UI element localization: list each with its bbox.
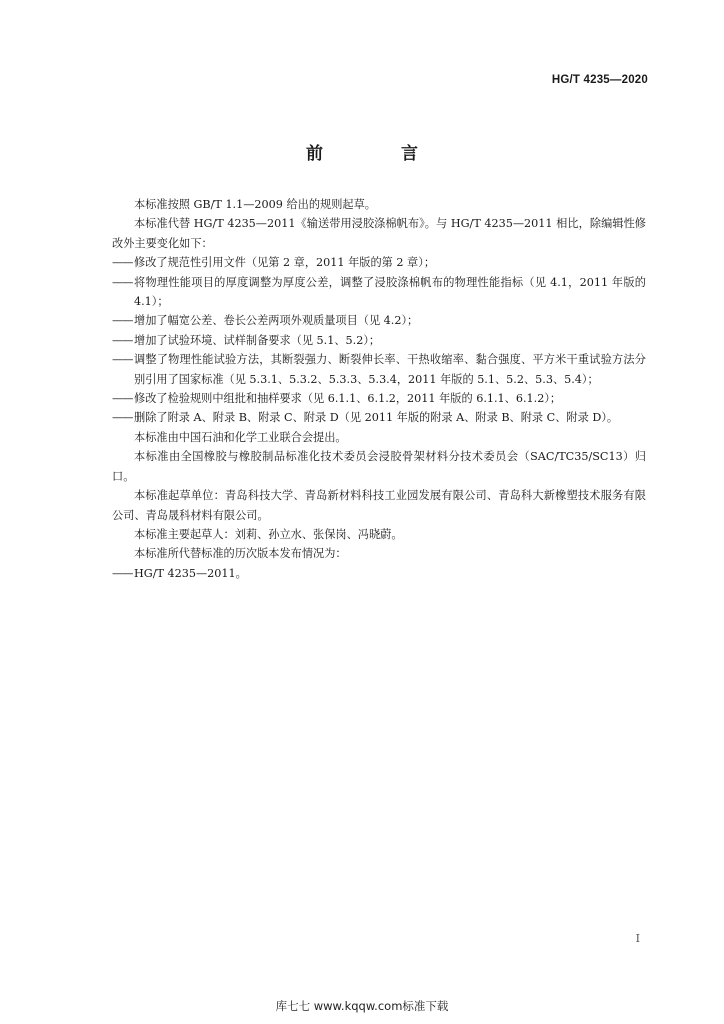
history-item (112, 564, 646, 583)
dash-marker: —— (112, 392, 133, 406)
dash-marker: —— (112, 275, 133, 289)
change-item (112, 331, 646, 350)
dash-marker: —— (112, 314, 133, 328)
paragraph-jurisdiction: 本标准由全国橡胶与橡胶制品标准化技术委员会浸胶骨架材料分技术委员会（SAC/TC35/SC13）归口。 (112, 450, 646, 483)
page-number: I (635, 932, 640, 945)
change-item-text: 删除了附录 A、附录 B、附录 C、附录 D（见 2011 年版的附录 A、附录 B、附录 C、附录 D）。 (134, 411, 619, 425)
dash-marker: —— (112, 353, 133, 367)
change-item (112, 273, 646, 312)
paragraph-drafters: 本标准主要起草人：刘莉、孙立水、张保岗、冯晓蔚。 (134, 527, 403, 541)
dash-marker: —— (112, 411, 133, 425)
paragraph-drafting-units: 本标准起草单位：青岛科技大学、青岛新材料科技工业园发展有限公司、青岛科大新橡塑技术服务有限公司、青岛晟科材料有限公司。 (112, 489, 646, 522)
dash-marker: —— (112, 566, 133, 580)
change-item-text: 修改了规范性引用文件（见第 2 章，2011 年版的第 2 章）； (134, 256, 436, 270)
change-item (112, 253, 646, 272)
paragraph-proposer: 本标准由中国石油和化学工业联合会提出。 (134, 430, 347, 444)
change-item (112, 350, 646, 389)
change-item-text: 将物理性能项目的厚度调整为厚度公差，调整了浸胶涤棉帆布的物理性能指标（见 4.1，2011 年版的 4.1）； (134, 275, 646, 309)
page-title: 前 言 (306, 144, 454, 164)
dash-marker: —— (112, 256, 133, 270)
change-item-text: 增加了试验环境、试样制备要求（见 5.1、5.2）； (134, 333, 381, 347)
change-item (112, 389, 646, 408)
paragraph-history-intro: 本标准所代替标准的历次版本发布情况为： (134, 547, 347, 561)
foreword-body (112, 195, 646, 583)
history-item-text: HG/T 4235—2011。 (134, 566, 247, 580)
dash-marker: —— (112, 333, 133, 347)
change-item (112, 311, 646, 330)
change-item-text: 增加了幅宽公差、卷长公差两项外观质量项目（见 4.2）； (134, 314, 419, 328)
footer-watermark: 库七七 www.kqqw.com标准下载 (275, 999, 449, 1013)
change-item (112, 408, 646, 427)
paragraph-drafting-rule: 本标准按照 GB/T 1.1—2009 给出的规则起草。 (134, 198, 376, 211)
standard-code: HG/T 4235—2020 (551, 74, 648, 86)
change-item-text: 修改了检验规则中组批和抽样要求（见 6.1.1、6.1.2，2011 年版的 6.1.1、6.1.2）； (134, 392, 562, 406)
change-item-text: 调整了物理性能试验方法，其断裂强力、断裂伸长率、干热收缩率、黏合强度、平方米干重试验方法分别引用了国家标准（见 5.3.1、5.3.2、5.3.3、5.3.4，2011 年版的 5.1、5.2、5.3、5.4）； (134, 353, 646, 386)
paragraph-replacement: 本标准代替 HG/T 4235—2011《输送带用浸胶涤棉帆布》。与 HG/T 4235—2011 相比，除编辑性修改外主要变化如下： (112, 217, 646, 250)
